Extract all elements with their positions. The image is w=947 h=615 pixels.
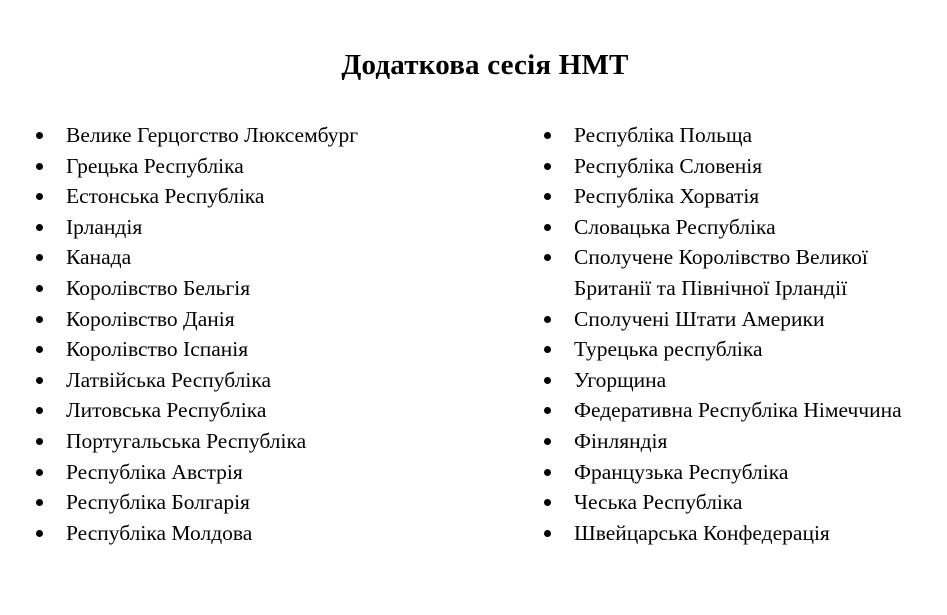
list-item bbox=[32, 212, 502, 243]
bullet-icon bbox=[36, 407, 43, 414]
list-item bbox=[540, 181, 945, 212]
list-item-text: Королівство Данія bbox=[66, 306, 235, 331]
list-item-text: Естонська Республіка bbox=[66, 184, 265, 209]
bullet-icon bbox=[544, 163, 551, 170]
bullet-icon bbox=[544, 377, 551, 384]
list-item bbox=[32, 487, 502, 518]
bullet-icon bbox=[544, 132, 551, 139]
list-item-text: Велике Герцогство Люксембург bbox=[66, 123, 359, 147]
list-item-text: Канада bbox=[66, 245, 132, 270]
list-item-text: Республіка Словенія bbox=[574, 153, 763, 178]
list-item-text: Республіка Польща bbox=[574, 123, 753, 147]
list-item-text: Королівство Іспанія bbox=[66, 337, 249, 362]
list-item-text: Республіка Молдова bbox=[66, 520, 253, 545]
list-item bbox=[540, 151, 945, 182]
list-item bbox=[540, 518, 945, 549]
list-item bbox=[32, 426, 502, 457]
bullet-icon bbox=[36, 377, 43, 384]
list-item bbox=[540, 212, 945, 243]
list-item-text: Королівство Бельгія bbox=[66, 275, 251, 300]
bullet-icon bbox=[544, 316, 551, 323]
bullet-icon bbox=[544, 193, 551, 200]
bullet-icon bbox=[36, 346, 43, 353]
list-item bbox=[32, 273, 502, 304]
list-item-text: Фінляндія bbox=[574, 428, 668, 453]
list-item-text: Чеська Республіка bbox=[574, 490, 743, 515]
bullet-icon bbox=[544, 224, 551, 231]
bullet-icon bbox=[36, 254, 43, 261]
list-item-text: Словацька Республіка bbox=[574, 214, 776, 239]
list-item bbox=[540, 487, 945, 518]
bullet-icon bbox=[544, 499, 551, 506]
bullet-icon bbox=[544, 530, 551, 537]
list-item-text: Сполучене Королівство Великої Британії та Північної Ірландії bbox=[574, 245, 868, 300]
bullet-icon bbox=[544, 469, 551, 476]
bullet-icon bbox=[544, 407, 551, 414]
list-item-text: Республіка Болгарія bbox=[66, 490, 250, 515]
list-item bbox=[540, 120, 945, 151]
country-list-left bbox=[32, 120, 502, 548]
list-item bbox=[32, 181, 502, 212]
list-item-text: Французька Республіка bbox=[574, 459, 789, 484]
list-item bbox=[540, 457, 945, 488]
bullet-icon bbox=[36, 499, 43, 506]
list-item-text: Грецька Республіка bbox=[66, 153, 244, 178]
list-item-text: Республіка Австрія bbox=[66, 459, 243, 484]
list-item bbox=[32, 334, 502, 365]
list-item bbox=[540, 304, 945, 335]
list-item bbox=[32, 151, 502, 182]
list-item bbox=[32, 120, 502, 151]
bullet-icon bbox=[544, 254, 551, 261]
list-item-text: Литовська Республіка bbox=[66, 398, 267, 423]
bullet-icon bbox=[36, 193, 43, 200]
bullet-icon bbox=[36, 285, 43, 292]
list-item-text: Республіка Хорватія bbox=[574, 184, 760, 209]
list-item-text: Федеративна Республіка Німеччина bbox=[574, 398, 902, 423]
list-item bbox=[32, 518, 502, 549]
list-item-text: Угорщина bbox=[574, 367, 667, 392]
bullet-icon bbox=[36, 438, 43, 445]
list-item-text: Португальська Республіка bbox=[66, 428, 307, 453]
list-item bbox=[32, 457, 502, 488]
bullet-icon bbox=[36, 224, 43, 231]
list-item-text: Турецька республіка bbox=[574, 337, 763, 362]
list-item-text: Латвійська Республіка bbox=[66, 367, 272, 392]
list-item bbox=[540, 242, 945, 303]
bullet-icon bbox=[36, 469, 43, 476]
list-item bbox=[540, 365, 945, 396]
bullet-icon bbox=[36, 530, 43, 537]
list-item bbox=[32, 395, 502, 426]
bullet-icon bbox=[36, 316, 43, 323]
bullet-icon bbox=[544, 438, 551, 445]
list-item-text: Ірландія bbox=[66, 214, 143, 239]
list-item bbox=[540, 334, 945, 365]
bullet-icon bbox=[36, 163, 43, 170]
list-item bbox=[32, 304, 502, 335]
page-title: Додаткова сесія НМТ bbox=[341, 49, 629, 82]
list-item bbox=[32, 365, 502, 396]
list-item-text: Сполучені Штати Америки bbox=[574, 306, 825, 331]
list-item-text: Швейцарська Конфедерація bbox=[574, 520, 830, 545]
list-item bbox=[540, 426, 945, 457]
bullet-icon bbox=[544, 346, 551, 353]
bullet-icon bbox=[36, 132, 43, 139]
country-list-right bbox=[540, 120, 945, 548]
list-item bbox=[540, 395, 945, 426]
list-item bbox=[32, 242, 502, 273]
